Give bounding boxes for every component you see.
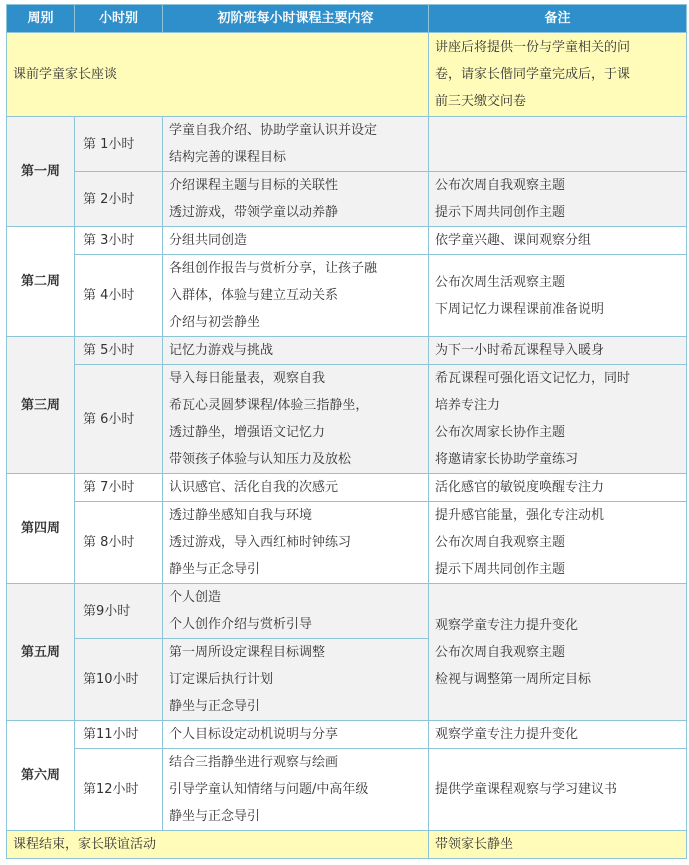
note-line: 公布次周生活观察主题: [435, 274, 566, 290]
content-line: 静坐与正念导引: [169, 562, 261, 577]
content-line: 结合三指静坐进行观察与绘画: [169, 755, 339, 770]
course-schedule-table: [6, 4, 687, 859]
outro-note: 带领家长静坐: [429, 831, 687, 859]
content-line: 导入每日能量表，观察自我: [169, 371, 326, 386]
week-label: 第二周: [7, 227, 75, 337]
content-line: 透过游戏，导入西红柿时钟练习: [169, 535, 352, 550]
content-line: 透过游戏，带领学童以动养静: [169, 205, 339, 220]
content-cell: [163, 474, 429, 502]
content-cell: [163, 337, 429, 365]
intro-label: 课前学童家长座谈: [7, 33, 429, 117]
note-line: 提示下周共同创作主题: [435, 205, 566, 220]
content-cell: [163, 721, 429, 749]
header-week: 周别: [7, 5, 75, 33]
note-cell: [429, 502, 687, 584]
hour-label: 第 6小时: [75, 365, 163, 474]
week-label: 第五周: [7, 584, 75, 721]
outro-label: 课程结束，家长联谊活动: [7, 831, 429, 859]
table-row: [7, 117, 687, 172]
header-row: [7, 5, 687, 33]
table-row: [7, 584, 687, 639]
table-row: [7, 749, 687, 831]
week-label: 第四周: [7, 474, 75, 584]
intro-note-line: 前三天缴交问卷: [435, 94, 527, 109]
content-line: 分组共同创造: [169, 233, 248, 248]
note-cell: [429, 117, 687, 172]
note-line: 公布次周自我观察主题: [435, 535, 566, 550]
note-line: 依学童兴趣、课间观察分组: [435, 233, 592, 248]
week-label: 第六周: [7, 721, 75, 831]
table-row: [7, 337, 687, 365]
note-cell: [429, 172, 687, 227]
content-line: 希瓦心灵圆梦课程/体验三指静坐，: [169, 398, 369, 413]
note-line: 公布次周家长协作主题: [435, 425, 566, 440]
intro-note-line: 讲座后将提供一份与学童相关的问: [435, 40, 631, 55]
note-line: 活化感官的敏锐度唤醒专注力: [435, 480, 605, 495]
note-cell: [429, 721, 687, 749]
header-content: 初阶班每小时课程主要内容: [163, 5, 429, 33]
note-line: 提示下周共同创作主题: [435, 562, 566, 577]
content-line: 第一周所设定课程目标调整: [169, 645, 326, 660]
note-line: 培养专注力: [435, 398, 501, 413]
intro-note: [429, 33, 687, 117]
intro-note-line: 卷，请家长偕同学童完成后，于课: [435, 67, 631, 82]
note-line: 公布次周自我观察主题: [435, 178, 566, 193]
hour-label: 第10小时: [75, 639, 163, 721]
content-cell: [163, 172, 429, 227]
content-line: 入群体，体验与建立互动关系: [169, 288, 339, 303]
content-line: 结构完善的课程目标: [169, 150, 287, 165]
note-line: 将邀请家长协助学童练习: [435, 452, 579, 467]
content-cell: [163, 117, 429, 172]
content-cell: [163, 584, 429, 639]
table-row: [7, 502, 687, 584]
content-cell: [163, 749, 429, 831]
content-cell: [163, 502, 429, 584]
content-line: 个人创作介绍与赏析引导: [169, 617, 313, 632]
header-note: 备注: [429, 5, 687, 33]
content-line: 各组创作报告与赏析分享，让孩子融: [169, 261, 378, 276]
content-line: 透过静坐，增强语文记忆力: [169, 425, 326, 440]
note-line: 观察学童专注力提升变化: [435, 727, 579, 742]
content-cell: [163, 227, 429, 255]
note-line: 希瓦课程可强化语文记忆力，同时: [435, 371, 631, 386]
content-line: 带领孩子体验与认知压力及放松: [169, 452, 352, 467]
content-line: 介绍课程主题与目标的关联性: [169, 178, 339, 193]
note-line: 检视与调整第一周所定目标: [435, 671, 592, 687]
content-cell: [163, 365, 429, 474]
content-line: 订定课后执行计划: [169, 672, 274, 687]
table-row: [7, 255, 687, 337]
note-cell: [429, 749, 687, 831]
content-line: 个人创造: [169, 590, 222, 605]
note-cell: [429, 255, 687, 337]
note-cell: [429, 474, 687, 502]
table-row: [7, 474, 687, 502]
content-cell: [163, 255, 429, 337]
content-line: 透过静坐感知自我与环境: [169, 508, 313, 523]
hour-label: 第9小时: [75, 584, 163, 639]
note-cell: [429, 365, 687, 474]
hour-label: 第11小时: [75, 721, 163, 749]
note-cell: [429, 584, 687, 721]
content-line: 学童自我介绍、协助学童认识并设定: [169, 123, 378, 138]
hour-label: 第 4小时: [75, 255, 163, 337]
hour-label: 第 2小时: [75, 172, 163, 227]
note-line: 为下一小时希瓦课程导入暖身: [435, 343, 605, 358]
note-line: 公布次周自我观察主题: [435, 644, 566, 660]
week-label: 第三周: [7, 337, 75, 474]
note-line: 提升感官能量，强化专注动机: [435, 508, 605, 523]
intro-row: [7, 33, 687, 117]
content-line: 静坐与正念导引: [169, 809, 261, 824]
hour-label: 第 7小时: [75, 474, 163, 502]
note-cell: [429, 337, 687, 365]
table-row: [7, 227, 687, 255]
table-row: [7, 721, 687, 749]
note-line: 下周记忆力课程课前准备说明: [435, 301, 605, 317]
outro-row: [7, 831, 687, 859]
content-line: 引导学童认知情绪与问题/中高年级: [169, 782, 369, 797]
content-cell: [163, 639, 429, 721]
hour-label: 第 1小时: [75, 117, 163, 172]
note-cell: [429, 227, 687, 255]
note-line: 观察学童专注力提升变化: [435, 617, 579, 633]
hour-label: 第 3小时: [75, 227, 163, 255]
hour-label: 第 8小时: [75, 502, 163, 584]
content-line: 介绍与初尝静坐: [169, 315, 261, 330]
hour-label: 第 5小时: [75, 337, 163, 365]
note-line: 提供学童课程观察与学习建议书: [435, 782, 618, 797]
content-line: 个人目标设定动机说明与分享: [169, 727, 339, 742]
table-row: [7, 365, 687, 474]
content-line: 记忆力游戏与挑战: [169, 343, 274, 358]
week-label: 第一周: [7, 117, 75, 227]
content-line: 静坐与正念导引: [169, 699, 261, 714]
table-row: [7, 172, 687, 227]
hour-label: 第12小时: [75, 749, 163, 831]
content-line: 认识感官、活化自我的次感元: [169, 480, 339, 495]
header-hour: 小时别: [75, 5, 163, 33]
